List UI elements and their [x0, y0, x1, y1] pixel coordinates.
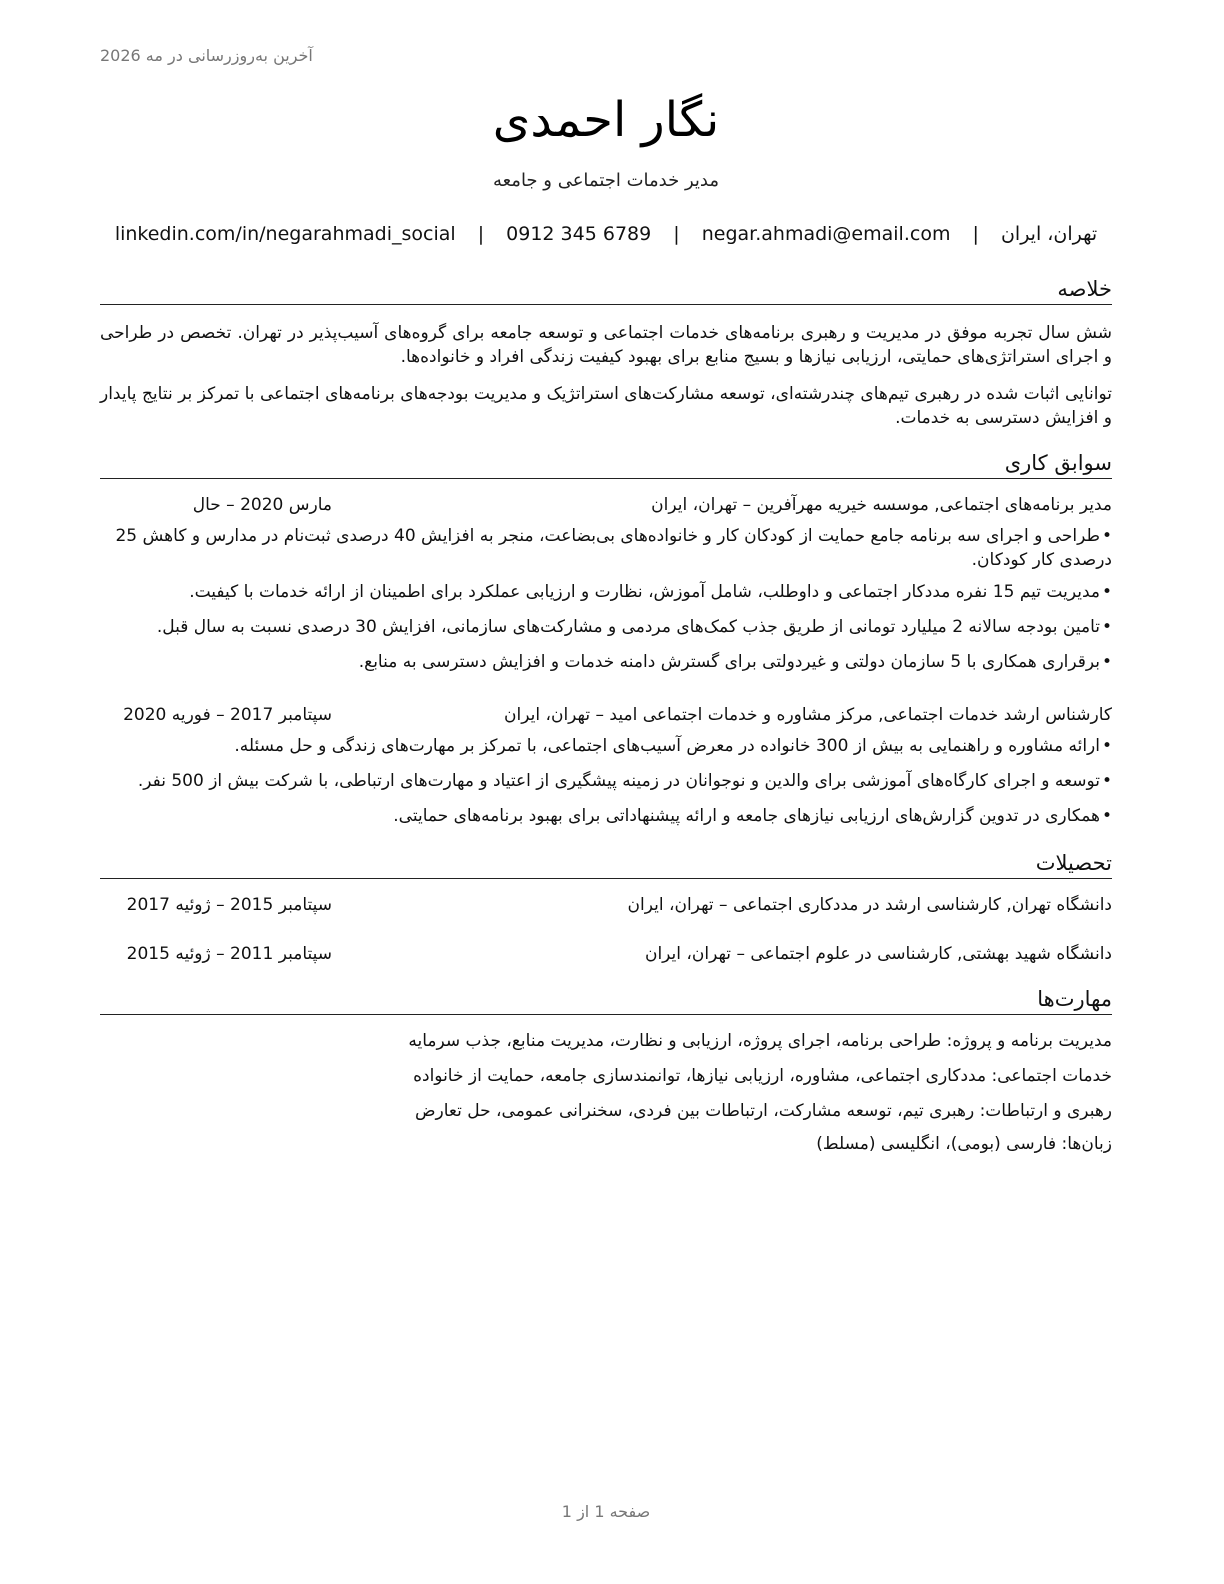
bullet-marker: •	[1101, 806, 1112, 826]
job-bullet	[96, 615, 1112, 639]
education-degree: دانشگاه تهران, کارشناسی ارشد در مددکاری اجتماعی – تهران، ایران	[627, 895, 1112, 915]
contact-separator: |	[477, 223, 485, 245]
summary-paragraph-1: شش سال تجربه موفق در مدیریت و رهبری برنامه‌های خدمات اجتماعی و توسعه جامعه برای گروه‌های آسیب‌پذیر در تهران. تخصص در طراحی و اجرای استراتژی‌های حمایتی، ارزیابی نیازها و بسیج منابع برای بهبود کیفیت زندگی افراد و خانواده‌ها.	[100, 323, 1112, 367]
skill-line: رهبری و ارتباطات: رهبری تیم، توسعه مشارکت، ارتباطات بین فردی، سخنرانی عمومی، حل تعارض	[414, 1101, 1112, 1121]
contact-line	[100, 223, 1112, 245]
job-bullet	[96, 734, 1112, 758]
bullet-text: تامین بودجه سالانه 2 میلیارد تومانی از طریق جذب کمک‌های مردمی و مشارکت‌های سازمانی، افزایش 30 درصدی نسبت به سال قبل.	[156, 617, 1100, 637]
summary-paragraph-2: توانایی اثبات شده در رهبری تیم‌های چندرشته‌ای، توسعه مشارکت‌های استراتژیک و مدیریت بودجه‌های برنامه‌های اجتماعی با تمرکز بر نتایج پایدار و افزایش دسترسی به خدمات.	[100, 384, 1112, 428]
resume-page	[100, 0, 1112, 1584]
skill-line: زبان‌ها: فارسی (بومی)، انگلیسی (مسلط)	[816, 1134, 1112, 1154]
job-bullet	[96, 804, 1112, 828]
bullet-text: برقراری همکاری با 5 سازمان دولتی و غیردولتی برای گسترش دامنه خدمات و افزایش دسترسی به منابع.	[358, 652, 1100, 672]
job-bullet	[96, 580, 1112, 604]
summary-heading: خلاصه	[100, 276, 1112, 305]
education-date: سپتامبر 2015 – ژوئیه 2017	[126, 895, 332, 915]
job-bullet	[96, 524, 1112, 572]
education-item	[100, 892, 1112, 918]
job-header	[100, 492, 1112, 518]
job-date: مارس 2020 – حال	[192, 495, 332, 515]
job-date: سپتامبر 2017 – فوریه 2020	[123, 705, 332, 725]
skills-heading: مهارت‌ها	[100, 986, 1112, 1015]
email-link[interactable]: negar.ahmadi@email.com	[701, 223, 951, 245]
education-heading: تحصیلات	[100, 850, 1112, 879]
bullet-text: توسعه و اجرای کارگاه‌های آموزشی برای والدین و نوجوانان در زمینه پیشگیری از اعتیاد و مهارت‌های ارتباطی، با شرکت بیش از 500 نفر.	[137, 771, 1100, 791]
contact-separator: |	[972, 223, 979, 245]
bullet-text: همکاری در تدوین گزارش‌های ارزیابی نیازهای جامعه و ارائه پیشنهاداتی برای بهبود برنامه‌های حمایتی.	[393, 806, 1100, 826]
linkedin-link[interactable]: linkedin.com/in/negarahmadi_social	[114, 223, 456, 245]
bullet-marker: •	[1101, 736, 1112, 756]
person-name: نگار احمدی	[492, 92, 720, 148]
bullet-marker: •	[1101, 652, 1112, 672]
bullet-marker: •	[1101, 771, 1112, 791]
bullet-marker: •	[1101, 526, 1112, 546]
bullet-marker: •	[1101, 617, 1112, 637]
education-item	[100, 941, 1112, 967]
phone-number: 0912 345 6789	[506, 223, 652, 245]
last-updated-note: آخرین به‌روزرسانی در مه 2026	[100, 46, 313, 65]
job-title: مدیر خدمات اجتماعی و جامعه	[492, 170, 720, 191]
bullet-text: ارائه مشاوره و راهنمایی به بیش از 300 خانواده در معرض آسیب‌های اجتماعی، با تمرکز بر مهارت‌های زندگی و حل مسئله.	[234, 736, 1100, 756]
job-bullet	[96, 650, 1112, 674]
education-date: سپتامبر 2011 – ژوئیه 2015	[126, 944, 332, 964]
page-number: صفحه 1 از 1	[561, 1502, 651, 1521]
skill-line: مدیریت برنامه و پروژه: طراحی برنامه، اجرای پروژه، ارزیابی و نظارت، مدیریت منابع، جذب سرمایه	[408, 1031, 1112, 1051]
job-header	[100, 702, 1112, 728]
contact-separator: |	[673, 223, 680, 245]
bullet-text: طراحی و اجرای سه برنامه جامع حمایت از کودکان کار و خانواده‌های بی‌بضاعت، منجر به افزایش 40 درصدی ثبت‌نام در مدارس و کاهش 25 درصدی کار کودکان.	[115, 526, 1112, 570]
skill-line: خدمات اجتماعی: مددکاری اجتماعی، مشاوره، ارزیابی نیازها، توانمندسازی جامعه، حمایت از خانواده	[413, 1066, 1112, 1086]
job-role: مدیر برنامه‌های اجتماعی, موسسه خیریه مهرآفرین – تهران، ایران	[651, 495, 1112, 515]
job-role: کارشناس ارشد خدمات اجتماعی, مرکز مشاوره و خدمات اجتماعی امید – تهران، ایران	[504, 705, 1112, 725]
education-degree: دانشگاه شهید بهشتی, کارشناسی در علوم اجتماعی – تهران، ایران	[644, 944, 1112, 964]
location: تهران، ایران	[1000, 223, 1098, 245]
experience-heading: سوابق کاری	[100, 450, 1112, 479]
job-bullet	[96, 769, 1112, 793]
bullet-marker: •	[1101, 582, 1112, 602]
bullet-text: مدیریت تیم 15 نفره مددکار اجتماعی و داوطلب، شامل آموزش، نظارت و ارزیابی عملکرد برای اطمینان از ارائه خدمات با کیفیت.	[189, 582, 1100, 602]
